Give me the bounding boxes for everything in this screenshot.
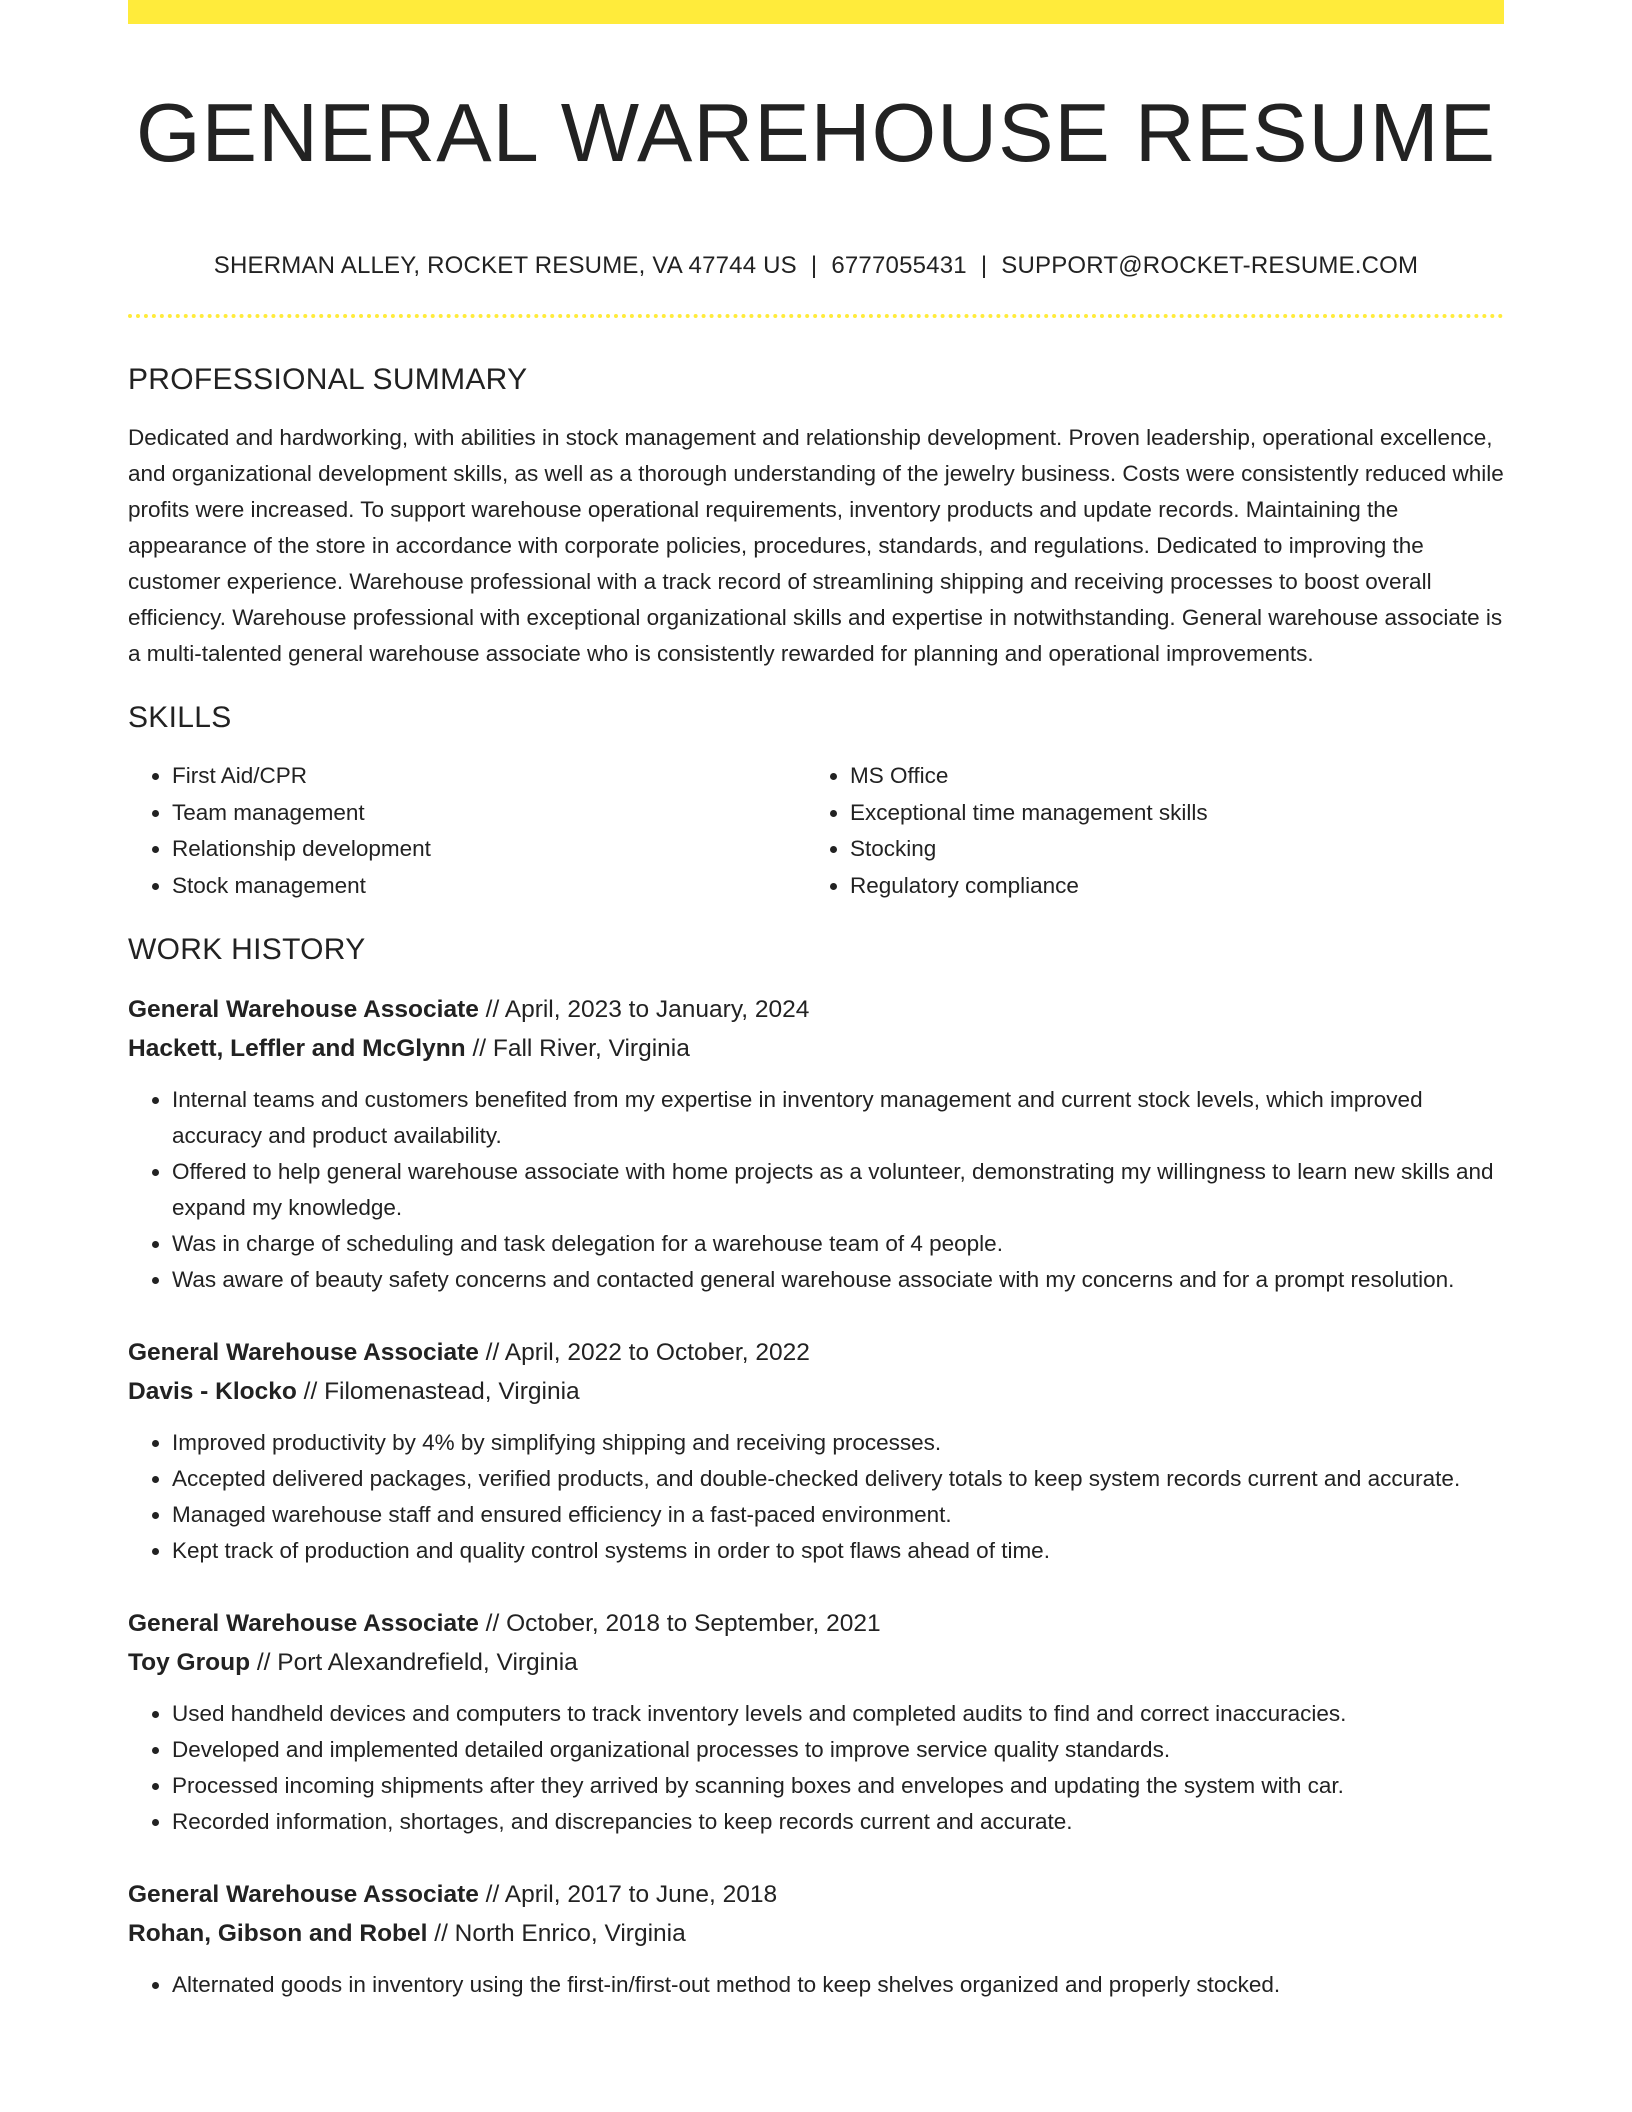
job-company: Hackett, Leffler and McGlynn: [128, 1035, 466, 1063]
summary-heading: PROFESSIONAL SUMMARY: [128, 363, 528, 396]
job-bullet: • Recorded information, shortages, and discrepancies to keep records current and accurate.: [172, 1804, 1504, 1840]
contact-address: SHERMAN ALLEY, ROCKET RESUME, VA 47744 US: [213, 252, 797, 279]
job-company-line: [128, 1029, 1504, 1068]
job-bullets: [128, 1082, 1504, 1298]
job-dates: // April, 2023 to January, 2024: [478, 996, 810, 1024]
job-location: // Fall River, Virginia: [465, 1035, 690, 1063]
job-dates: // October, 2018 to September, 2021: [478, 1610, 881, 1638]
skill-item: • Regulatory compliance: [850, 868, 1484, 905]
job-title-line: [128, 1333, 1504, 1372]
job-company-line: [128, 1643, 1504, 1682]
contact-separator: |: [810, 252, 818, 279]
skills-heading: SKILLS: [128, 701, 232, 734]
job-company: Davis - Klocko: [128, 1378, 297, 1406]
job-title-line: [128, 1604, 1504, 1643]
job-bullet: • Managed warehouse staff and ensured efficiency in a fast-paced environment.: [172, 1497, 1504, 1533]
contact-email: SUPPORT@ROCKET-RESUME.COM: [1001, 252, 1419, 279]
skills-list-right: [806, 758, 1484, 904]
resume-title: GENERAL WAREHOUSE RESUME: [136, 86, 1496, 179]
job-bullets: [128, 1425, 1504, 1569]
accent-top-bar: [128, 0, 1504, 24]
dotted-divider: [128, 314, 1504, 318]
contact-line: [128, 251, 1504, 281]
job-company-line: [128, 1914, 1504, 1953]
skill-item: • Stock management: [172, 868, 806, 905]
job-title-line: [128, 1875, 1504, 1914]
contact-phone: 6777055431: [831, 252, 967, 279]
job-title-line: [128, 990, 1504, 1029]
job-bullet: • Improved productivity by 4% by simplifying shipping and receiving processes.: [172, 1425, 1504, 1461]
resume-page: [128, 0, 1504, 2003]
skills-grid: [128, 758, 1504, 904]
job-bullet: • Internal teams and customers benefited from my expertise in inventory management and current stock levels, which improved accuracy and product availability.: [172, 1082, 1504, 1154]
summary-text: Dedicated and hardworking, with abilities in stock management and relationship development. Proven leadership, operational excellence, and organizational development skills, as well as a thorough understanding of the jewelry business. Costs were consistently reduced while profits were increased. To support warehouse operational requirements, inventory products and update records. Maintaining the appearance of the store in accordance with corporate policies, procedures, standards, and regulations. Dedicated to improving the customer experience. Warehouse professional with a track record of streamlining shipping and receiving processes to boost overall efficiency. Warehouse professional with exceptional organizational skills and expertise in notwithstanding. General warehouse associate is a multi-talented general warehouse associate who is consistently rewarded for planning and operational improvements.: [128, 425, 1504, 666]
job-title: General Warehouse Associate: [128, 1881, 479, 1909]
skills-list-left: [128, 758, 806, 904]
job-location: // Filomenastead, Virginia: [296, 1378, 580, 1406]
job-bullet: • Was aware of beauty safety concerns and contacted general warehouse associate with my concerns and for a prompt resolution.: [172, 1262, 1504, 1298]
job-bullet: • Accepted delivered packages, verified products, and double-checked delivery totals to keep system records current and accurate.: [172, 1461, 1504, 1497]
job-bullet: • Developed and implemented detailed organizational processes to improve service quality standards.: [172, 1732, 1504, 1768]
job-dates: // April, 2017 to June, 2018: [478, 1881, 778, 1909]
skill-item: • Relationship development: [172, 831, 806, 868]
job-title: General Warehouse Associate: [128, 1339, 479, 1367]
job-entry: [128, 990, 1504, 1298]
skill-item: • Exceptional time management skills: [850, 795, 1484, 832]
job-bullet: • Kept track of production and quality control systems in order to spot flaws ahead of time.: [172, 1533, 1504, 1569]
job-company: Rohan, Gibson and Robel: [128, 1920, 428, 1948]
job-bullet: • Was in charge of scheduling and task delegation for a warehouse team of 4 people.: [172, 1226, 1504, 1262]
job-bullets: [128, 1967, 1504, 2003]
job-dates: // April, 2022 to October, 2022: [478, 1339, 810, 1367]
job-entry: [128, 1333, 1504, 1569]
job-bullet: • Alternated goods in inventory using the first-in/first-out method to keep shelves organized and properly stocked.: [172, 1967, 1504, 2003]
job-company: Toy Group: [128, 1649, 251, 1677]
job-bullet: • Processed incoming shipments after they arrived by scanning boxes and envelopes and updating the system with car.: [172, 1768, 1504, 1804]
skill-item: • First Aid/CPR: [172, 758, 806, 795]
work-history-heading: WORK HISTORY: [128, 933, 366, 967]
job-location: // Port Alexandrefield, Virginia: [250, 1649, 578, 1677]
job-entry: [128, 1875, 1504, 2003]
job-entry: [128, 1604, 1504, 1840]
skill-item: • Stocking: [850, 831, 1484, 868]
job-bullets: [128, 1696, 1504, 1840]
job-location: // North Enrico, Virginia: [427, 1920, 686, 1948]
job-title: General Warehouse Associate: [128, 996, 479, 1024]
job-company-line: [128, 1372, 1504, 1411]
job-bullet: • Offered to help general warehouse associate with home projects as a volunteer, demonstrating my willingness to learn new skills and expand my knowledge.: [172, 1154, 1504, 1226]
skill-item: • Team management: [172, 795, 806, 832]
skill-item: • MS Office: [850, 758, 1484, 795]
job-title: General Warehouse Associate: [128, 1610, 479, 1638]
job-bullet: • Used handheld devices and computers to track inventory levels and completed audits to find and correct inaccuracies.: [172, 1696, 1504, 1732]
contact-separator: |: [980, 252, 988, 279]
